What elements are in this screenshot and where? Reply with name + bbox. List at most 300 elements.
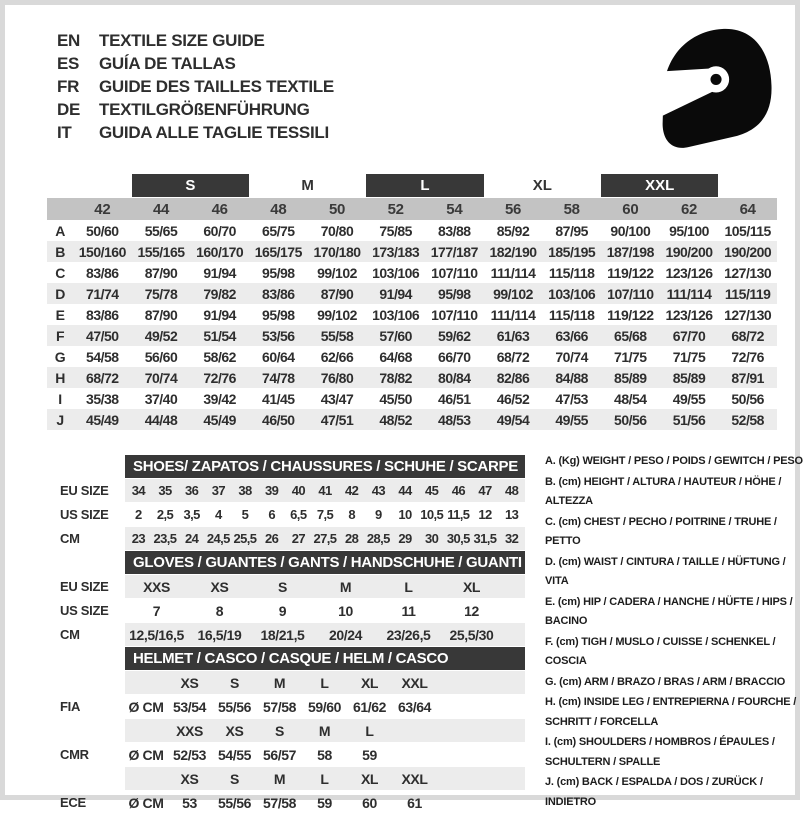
size-value: 46/50 [262, 411, 295, 428]
shoes-value: 39 [265, 483, 279, 498]
helmet-row-values [125, 719, 525, 742]
size-value: 66/70 [438, 348, 471, 365]
gloves-value: 20/24 [328, 626, 363, 643]
size-value: 187/198 [606, 243, 654, 260]
helmet-size-header-row [60, 767, 525, 790]
size-number: 42 [94, 200, 111, 218]
shoes-value: 28 [345, 531, 359, 546]
size-value: 45/49 [86, 411, 119, 428]
gloves-table [60, 575, 525, 646]
guide-title: TEXTILGRÖßENFÜHRUNG [99, 99, 310, 119]
size-value: 95/98 [262, 306, 295, 323]
size-value: 95/98 [438, 285, 471, 302]
gloves-row [60, 575, 525, 598]
shoes-value: 36 [185, 483, 199, 498]
helmet-row-values [125, 791, 525, 814]
helmet-standard-label [60, 767, 125, 790]
helmet-row-values [125, 767, 525, 790]
size-value: 91/94 [203, 306, 236, 323]
size-number: 58 [563, 200, 580, 218]
size-value: 78/82 [379, 369, 412, 386]
size-value: 71/75 [672, 348, 706, 365]
size-value: 45/50 [379, 390, 412, 407]
size-value: 103/106 [372, 264, 420, 281]
helmet-value: 59/60 [307, 698, 342, 715]
size-number: 50 [328, 200, 346, 218]
size-value: 70/80 [320, 222, 354, 239]
size-value: 83/86 [86, 264, 119, 281]
size-value: 87/90 [144, 264, 178, 281]
size-value: 49/54 [496, 411, 530, 428]
shoes-value: 24,5 [206, 531, 230, 546]
shoes-value: 26 [265, 531, 279, 546]
helmet-value: 59 [362, 746, 377, 763]
gloves-value: 25,5/30 [449, 626, 494, 643]
helmet-size-header-row [60, 719, 525, 742]
size-value: 90/100 [610, 222, 651, 239]
size-table-body [47, 220, 777, 430]
shoes-value: 37 [211, 483, 225, 498]
legend-item: H. (cm) INSIDE LEG / ENTREPIERNA / FOURCHE / SCHRITT / FORCELLA [545, 696, 797, 728]
helmet-value: 55/56 [217, 698, 252, 715]
shoes-value: 10,5 [420, 507, 444, 522]
shoes-value: 31,5 [473, 531, 497, 546]
legend-item: I. (cm) SHOULDERS / HOMBROS / ÉPAULES / SCHULTERN / SPALLE [545, 736, 775, 768]
shoes-row-label: EU SIZE [60, 483, 109, 498]
size-number: 46 [211, 200, 228, 218]
helmet-value: 54/55 [217, 746, 252, 763]
size-group-m: M [301, 177, 314, 194]
size-value: 119/122 [607, 306, 654, 323]
helmet-value: XL [360, 770, 379, 787]
helmet-standard-label: ECE [60, 795, 86, 810]
size-value: 35/38 [86, 390, 119, 407]
size-value: 111/114 [490, 306, 536, 323]
size-value: 37/40 [144, 390, 178, 407]
size-value: 44/48 [144, 411, 178, 428]
size-value: 45/49 [203, 411, 236, 428]
size-value: 99/102 [493, 285, 533, 302]
shoes-row [60, 479, 525, 502]
shoes-value: 23 [131, 531, 145, 546]
legend-item: D. (cm) WAIST / CINTURA / TAILLE / HÜFTUNG / VITA [545, 555, 786, 587]
shoes-value: 6 [268, 507, 275, 522]
row-letter: J [56, 411, 64, 428]
size-row-a [47, 220, 777, 241]
helmet-row-values [125, 695, 525, 718]
size-value: 67/70 [672, 327, 706, 344]
size-value: 43/47 [320, 390, 354, 407]
shoes-value: 41 [318, 483, 332, 498]
size-value: 87/90 [320, 285, 354, 302]
shoes-value: 12 [478, 507, 492, 522]
helmet-value: 53 [182, 794, 197, 811]
shoes-value: 46 [451, 483, 465, 498]
size-value: 55/58 [320, 327, 354, 344]
helmet-standard-label: CMR [60, 747, 89, 762]
size-value: 49/55 [555, 411, 588, 428]
size-number: 64 [739, 200, 756, 218]
row-letter: I [58, 390, 62, 407]
shoes-value: 35 [158, 483, 172, 498]
guide-title: GUIDE DES TAILLES TEXTILE [99, 76, 334, 96]
measurement-legend [545, 452, 807, 813]
language-title-line [57, 121, 334, 144]
shoes-value: 42 [345, 483, 359, 498]
racing-helmet-icon [651, 27, 773, 153]
size-value: 107/110 [431, 306, 478, 323]
size-row-f [47, 325, 777, 346]
gloves-value: M [339, 578, 352, 595]
legend-item: F. (cm) TIGH / MUSLO / CUISSE / SCHENKEL / COSCIA [545, 635, 776, 667]
size-number: 52 [387, 200, 404, 218]
size-value: 50/60 [86, 222, 119, 239]
size-value: 70/74 [555, 348, 588, 365]
size-value: 185/195 [548, 243, 596, 260]
size-value: 87/91 [731, 369, 764, 386]
size-value: 80/84 [438, 369, 471, 386]
size-value: 76/80 [320, 369, 354, 386]
gloves-value: 10 [338, 602, 353, 619]
gloves-value: XS [210, 578, 229, 595]
size-value: 82/86 [496, 369, 530, 386]
shoes-value: 27 [291, 531, 305, 546]
size-row-i [47, 388, 777, 409]
size-value: 72/76 [731, 348, 764, 365]
shoes-row [60, 503, 525, 526]
size-value: 95/100 [669, 222, 709, 239]
gloves-value: XXS [143, 578, 170, 595]
helmet-value: M [273, 674, 286, 691]
language-code: FR [57, 76, 80, 96]
gloves-value: XL [462, 578, 481, 595]
size-value: 177/187 [430, 243, 478, 260]
size-value: 64/68 [379, 348, 412, 365]
size-value: 83/86 [86, 306, 119, 323]
shoes-value: 7,5 [316, 507, 334, 522]
row-letter: A [55, 222, 65, 239]
size-value: 62/66 [320, 348, 354, 365]
helmet-table [60, 671, 525, 814]
helmet-value: S [275, 722, 284, 739]
gloves-value: 16,5/19 [197, 626, 242, 643]
gloves-value: 23/26,5 [386, 626, 431, 643]
size-value: 127/130 [724, 264, 772, 281]
helmet-value: 56/57 [262, 746, 297, 763]
size-value: 79/82 [203, 285, 236, 302]
size-value: 107/110 [431, 264, 478, 281]
gloves-value: 11 [401, 602, 416, 619]
helmet-value: 52/53 [172, 746, 207, 763]
shoes-value: 47 [478, 483, 492, 498]
shoes-value: 24 [185, 531, 199, 546]
language-title-line [57, 75, 334, 98]
shoes-value: 32 [505, 531, 519, 546]
shoes-value: 8 [348, 507, 355, 522]
helmet-row-values [125, 671, 525, 694]
shoes-value: 9 [375, 507, 382, 522]
size-group-l: L [366, 174, 483, 197]
helmet-value: M [273, 770, 286, 787]
size-value: 91/94 [379, 285, 412, 302]
shoes-value: 5 [241, 507, 249, 522]
helmet-value: XS [180, 770, 199, 787]
size-value: 83/88 [438, 222, 471, 239]
size-row-c [47, 262, 777, 283]
shoes-value: 3,5 [183, 507, 200, 522]
helmet-value: M [318, 722, 331, 739]
gloves-row-values [125, 623, 525, 646]
shoes-value: 2 [135, 507, 142, 522]
gloves-value: L [404, 578, 413, 595]
size-number-row [47, 198, 777, 220]
legend-item: A. (Kg) WEIGHT / PESO / POIDS / GEWITCH / PESO [545, 455, 803, 467]
helmet-value: XXL [401, 674, 428, 691]
row-letter: D [55, 285, 65, 302]
gloves-value: 9 [278, 602, 287, 619]
shoes-row-values [125, 479, 525, 502]
helmet-value: XXS [176, 722, 203, 739]
helmet-size-header-row [60, 671, 525, 694]
size-value: 165/175 [254, 243, 302, 260]
row-letter: E [55, 306, 65, 323]
shoes-value: 23,5 [153, 531, 177, 546]
helmet-value: XS [225, 722, 244, 739]
size-value: 99/102 [317, 264, 357, 281]
gloves-row-label: US SIZE [60, 603, 109, 618]
size-number: 60 [622, 200, 639, 218]
size-number: 54 [446, 200, 463, 218]
helmet-value: 58 [317, 746, 332, 763]
size-value: 49/52 [144, 327, 178, 344]
size-value: 87/90 [144, 306, 178, 323]
helmet-value: 57/58 [262, 794, 297, 811]
size-value: 63/66 [555, 327, 588, 344]
textile-size-table [47, 174, 777, 430]
size-value: 123/126 [665, 264, 713, 281]
helmet-unit-label: Ø CM [128, 698, 164, 715]
helmet-row-cmr [60, 743, 525, 766]
size-value: 95/98 [262, 264, 295, 281]
helmet-value: 53/54 [172, 698, 207, 715]
shoes-value: 27,5 [313, 531, 337, 546]
size-value: 105/115 [724, 222, 771, 239]
language-title-list [57, 29, 334, 144]
gloves-value: 18/21,5 [260, 626, 305, 643]
size-value: 103/106 [548, 285, 596, 302]
size-value: 155/165 [137, 243, 185, 260]
size-value: 47/50 [86, 327, 119, 344]
size-value: 72/76 [203, 369, 236, 386]
size-value: 61/63 [496, 327, 530, 344]
language-title-line [57, 98, 334, 121]
size-value: 127/130 [724, 306, 772, 323]
shoes-value: 43 [371, 483, 385, 498]
size-number: 48 [270, 200, 287, 218]
size-value: 182/190 [489, 243, 537, 260]
helmet-value: 61/62 [352, 698, 387, 715]
shoes-value: 45 [425, 483, 439, 498]
size-value: 83/86 [262, 285, 295, 302]
helmet-standard-label: FIA [60, 699, 81, 714]
helmet-value: 60 [362, 794, 377, 811]
size-value: 99/102 [317, 306, 357, 323]
gloves-row-values [125, 599, 525, 622]
size-value: 47/51 [320, 411, 354, 428]
shoes-value: 40 [291, 483, 305, 498]
helmet-standard-label [60, 719, 125, 742]
gloves-value: 8 [215, 602, 224, 619]
shoes-value: 25,5 [233, 531, 257, 546]
shoes-section-header: SHOES/ ZAPATOS / CHAUSSURES / SCHUHE / SCARPE [125, 455, 525, 478]
size-value: 51/56 [672, 411, 706, 428]
shoes-value: 44 [398, 483, 412, 498]
size-group-s: S [132, 174, 249, 197]
shoes-value: 34 [131, 483, 145, 498]
size-value: 123/126 [665, 306, 713, 323]
helmet-value: S [230, 674, 239, 691]
row-letter: C [55, 264, 65, 281]
size-group-xxl: XXL [601, 174, 718, 197]
size-value: 65/75 [262, 222, 295, 239]
size-value: 39/42 [203, 390, 236, 407]
shoes-value: 10 [398, 507, 412, 522]
size-value: 56/60 [144, 348, 178, 365]
size-value: 60/70 [203, 222, 236, 239]
size-value: 75/78 [144, 285, 178, 302]
helmet-row-fia [60, 695, 525, 718]
guide-title: GUÍA DE TALLAS [99, 53, 236, 73]
size-value: 53/56 [262, 327, 295, 344]
shoes-row-values [125, 527, 525, 550]
size-row-b [47, 241, 777, 262]
shoes-value: 28,5 [366, 531, 390, 546]
size-value: 41/45 [262, 390, 295, 407]
gloves-row-label: EU SIZE [60, 579, 109, 594]
size-value: 54/58 [86, 348, 119, 365]
size-value: 111/114 [490, 264, 536, 281]
shoes-value: 48 [505, 483, 519, 498]
shoes-value: 4 [215, 507, 222, 522]
size-value: 170/180 [313, 243, 361, 260]
row-letter: G [54, 348, 66, 365]
language-title-line [57, 29, 334, 52]
shoes-value: 2,5 [156, 507, 174, 522]
size-value: 190/200 [665, 243, 713, 260]
size-row-h [47, 367, 777, 388]
size-value: 150/160 [78, 243, 126, 260]
shoes-value: 30,5 [446, 531, 470, 546]
shoes-value: 30 [425, 531, 439, 546]
legend-item: G. (cm) ARM / BRAZO / BRAS / ARM / BRACCIO [545, 675, 786, 688]
size-value: 51/54 [203, 327, 236, 344]
helmet-value: L [320, 770, 329, 787]
shoes-row-label: CM [60, 531, 80, 546]
size-value: 75/85 [379, 222, 412, 239]
shoes-row [60, 527, 525, 550]
helmet-unit-label: Ø CM [128, 746, 164, 763]
size-value: 115/119 [724, 285, 771, 302]
guide-title: GUIDA ALLE TAGLIE TESSILI [99, 122, 329, 142]
size-group-row [47, 174, 777, 197]
size-number: 62 [680, 200, 698, 218]
size-value: 68/72 [496, 348, 530, 365]
size-value: 87/95 [555, 222, 588, 239]
size-row-g [47, 346, 777, 367]
guide-title: TEXTILE SIZE GUIDE [99, 30, 265, 50]
size-value: 68/72 [86, 369, 119, 386]
row-letter: B [55, 243, 65, 260]
size-value: 103/106 [372, 306, 420, 323]
shoes-value: 6,5 [290, 507, 307, 522]
helmet-standard-label [60, 671, 125, 694]
shoes-value: 38 [238, 483, 252, 498]
accessory-tables [60, 455, 525, 815]
helmet-value: XL [360, 674, 379, 691]
size-value: 55/65 [144, 222, 178, 239]
language-code: ES [57, 53, 80, 73]
helmet-value: S [230, 770, 239, 787]
size-value: 48/52 [379, 411, 412, 428]
size-number: 44 [152, 200, 170, 218]
gloves-value: 12 [464, 602, 479, 619]
size-value: 190/200 [724, 243, 772, 260]
size-value: 58/62 [203, 348, 236, 365]
helmet-row-values [125, 743, 525, 766]
size-value: 71/75 [614, 348, 647, 365]
size-value: 46/51 [438, 390, 471, 407]
gloves-row [60, 623, 525, 646]
helmet-value: XXL [401, 770, 428, 787]
legend-item: C. (cm) CHEST / PECHO / POITRINE / TRUHE / PETTO [545, 515, 777, 547]
language-code: IT [57, 122, 72, 142]
shoes-value: 29 [398, 531, 412, 546]
gloves-row-label: CM [60, 627, 80, 642]
size-value: 52/58 [731, 411, 764, 428]
size-row-d [47, 283, 777, 304]
size-value: 71/74 [86, 285, 119, 302]
helmet-value: 63/64 [397, 698, 432, 715]
size-value: 48/54 [614, 390, 647, 407]
language-code: DE [57, 99, 81, 119]
size-row-j [47, 409, 777, 430]
size-row-e [47, 304, 777, 325]
size-value: 47/53 [555, 390, 588, 407]
size-value: 59/62 [438, 327, 471, 344]
size-value: 60/64 [262, 348, 295, 365]
language-title-line [57, 52, 334, 75]
shoes-table [60, 479, 525, 550]
size-value: 74/78 [262, 369, 295, 386]
shoes-row-label: US SIZE [60, 507, 109, 522]
size-value: 50/56 [614, 411, 647, 428]
size-number: 56 [504, 200, 522, 218]
size-value: 68/72 [731, 327, 764, 344]
size-group-xl: XL [532, 177, 552, 194]
size-value: 85/89 [672, 369, 706, 386]
shoes-row-values [125, 503, 525, 526]
gloves-value: S [278, 578, 287, 595]
shoes-value: 13 [505, 507, 519, 522]
helmet-value: 61 [407, 794, 422, 811]
language-code: EN [57, 30, 81, 50]
size-value: 115/118 [548, 264, 595, 281]
legend-item: E. (cm) HIP / CADERA / HANCHE / HÜFTE / HIPS / BACINO [545, 595, 793, 627]
helmet-value: 55/56 [217, 794, 252, 811]
legend-item: B. (cm) HEIGHT / ALTURA / HAUTEUR / HÖHE / ALTEZZA [545, 475, 782, 507]
size-value: 49/55 [672, 390, 706, 407]
gloves-row [60, 599, 525, 622]
